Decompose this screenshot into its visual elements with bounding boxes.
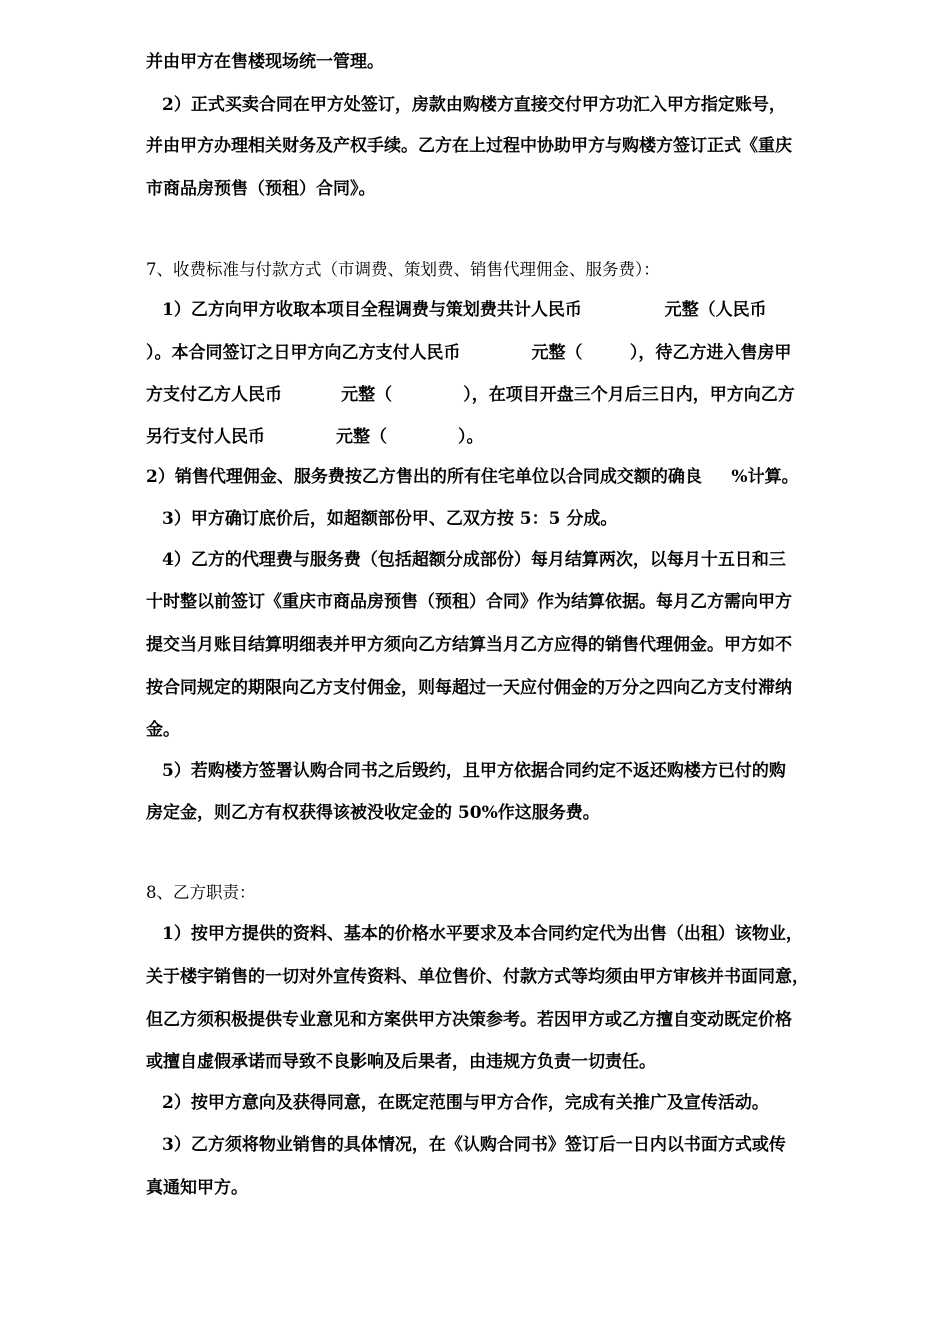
text-line: 3）乙方须将物业销售的具体情况，在《认购合同书》签订后一日内以书面方式或传 — [162, 1135, 786, 1155]
text-line: 1）乙方向甲方收取本项目全程调费与策划费共计人民币 元整（人民币 — [162, 300, 767, 320]
text-line: 1）按甲方提供的资料、基本的价格水平要求及本合同约定代为出售（出租）该物业， — [162, 924, 803, 944]
text-line: 3）甲方确订底价后，如超额部份甲、乙双方按 5：5 分成。 — [162, 509, 618, 529]
text-line: 方支付乙方人民币 元整（ ），在项目开盘三个月后三日内，甲方向乙方 — [146, 385, 795, 405]
text-line: 4）乙方的代理费与服务费（包括超额分成部份）每月结算两次，以每月十五日和三 — [162, 550, 786, 570]
text-line: 2）按甲方意向及获得同意，在既定范围与甲方合作，完成有关推广及宣传活动。 — [162, 1093, 769, 1113]
section-heading-8: 8、乙方职责： — [146, 883, 256, 902]
text-line: 关于楼宇销售的一切对外宣传资料、单位售价、付款方式等均须由甲方审核并书面同意， — [146, 967, 809, 987]
text-line: 按合同规定的期限向乙方支付佣金，则每超过一天应付佣金的万分之四向乙方支付滞纳 — [146, 678, 792, 698]
text-line: ）。本合同签订之日甲方向乙方支付人民币 元整（ ），待乙方进入售房甲 — [146, 343, 792, 363]
text-line: 2）正式买卖合同在甲方处签订，房款由购楼方直接交付甲方功汇入甲方指定账号， — [162, 95, 786, 115]
text-line: 并由甲方办理相关财务及产权手续。乙方在上过程中协助甲方与购楼方签订正式《重庆 — [146, 136, 792, 156]
text-line: 房定金，则乙方有权获得该被没收定金的 50%作这服务费。 — [146, 803, 600, 823]
text-line: 5）若购楼方签署认购合同书之后毁约，且甲方依据合同约定不返还购楼方已付的购 — [162, 761, 786, 781]
text-line: 或擅自虚假承诺而导致不良影响及后果者，由违规方负责一切责任。 — [146, 1052, 656, 1072]
text-line: 市商品房预售（预租）合同》。 — [146, 179, 376, 199]
text-line: 金。 — [146, 720, 180, 740]
text-line: 但乙方须积极提供专业意见和方案供甲方决策参考。若因甲方或乙方擅自变动既定价格 — [146, 1010, 792, 1030]
text-line: 并由甲方在售楼现场统一管理。 — [146, 52, 384, 72]
text-line: 真通知甲方。 — [146, 1178, 248, 1198]
text-line: 提交当月账目结算明细表并甲方须向乙方结算当月乙方应得的销售代理佣金。甲方如不 — [146, 635, 792, 655]
text-line: 十时整以前签订《重庆市商品房预售（预租）合同》作为结算依据。每月乙方需向甲方 — [146, 592, 792, 612]
section-heading-7: 7、收费标准与付款方式（市调费、策划费、销售代理佣金、服务费）： — [146, 260, 660, 279]
text-line: 2）销售代理佣金、服务费按乙方售出的所有住宅单位以合同成交额的确良 %计算。 — [146, 467, 799, 487]
text-line: 另行支付人民币 元整（ ）。 — [146, 427, 484, 447]
